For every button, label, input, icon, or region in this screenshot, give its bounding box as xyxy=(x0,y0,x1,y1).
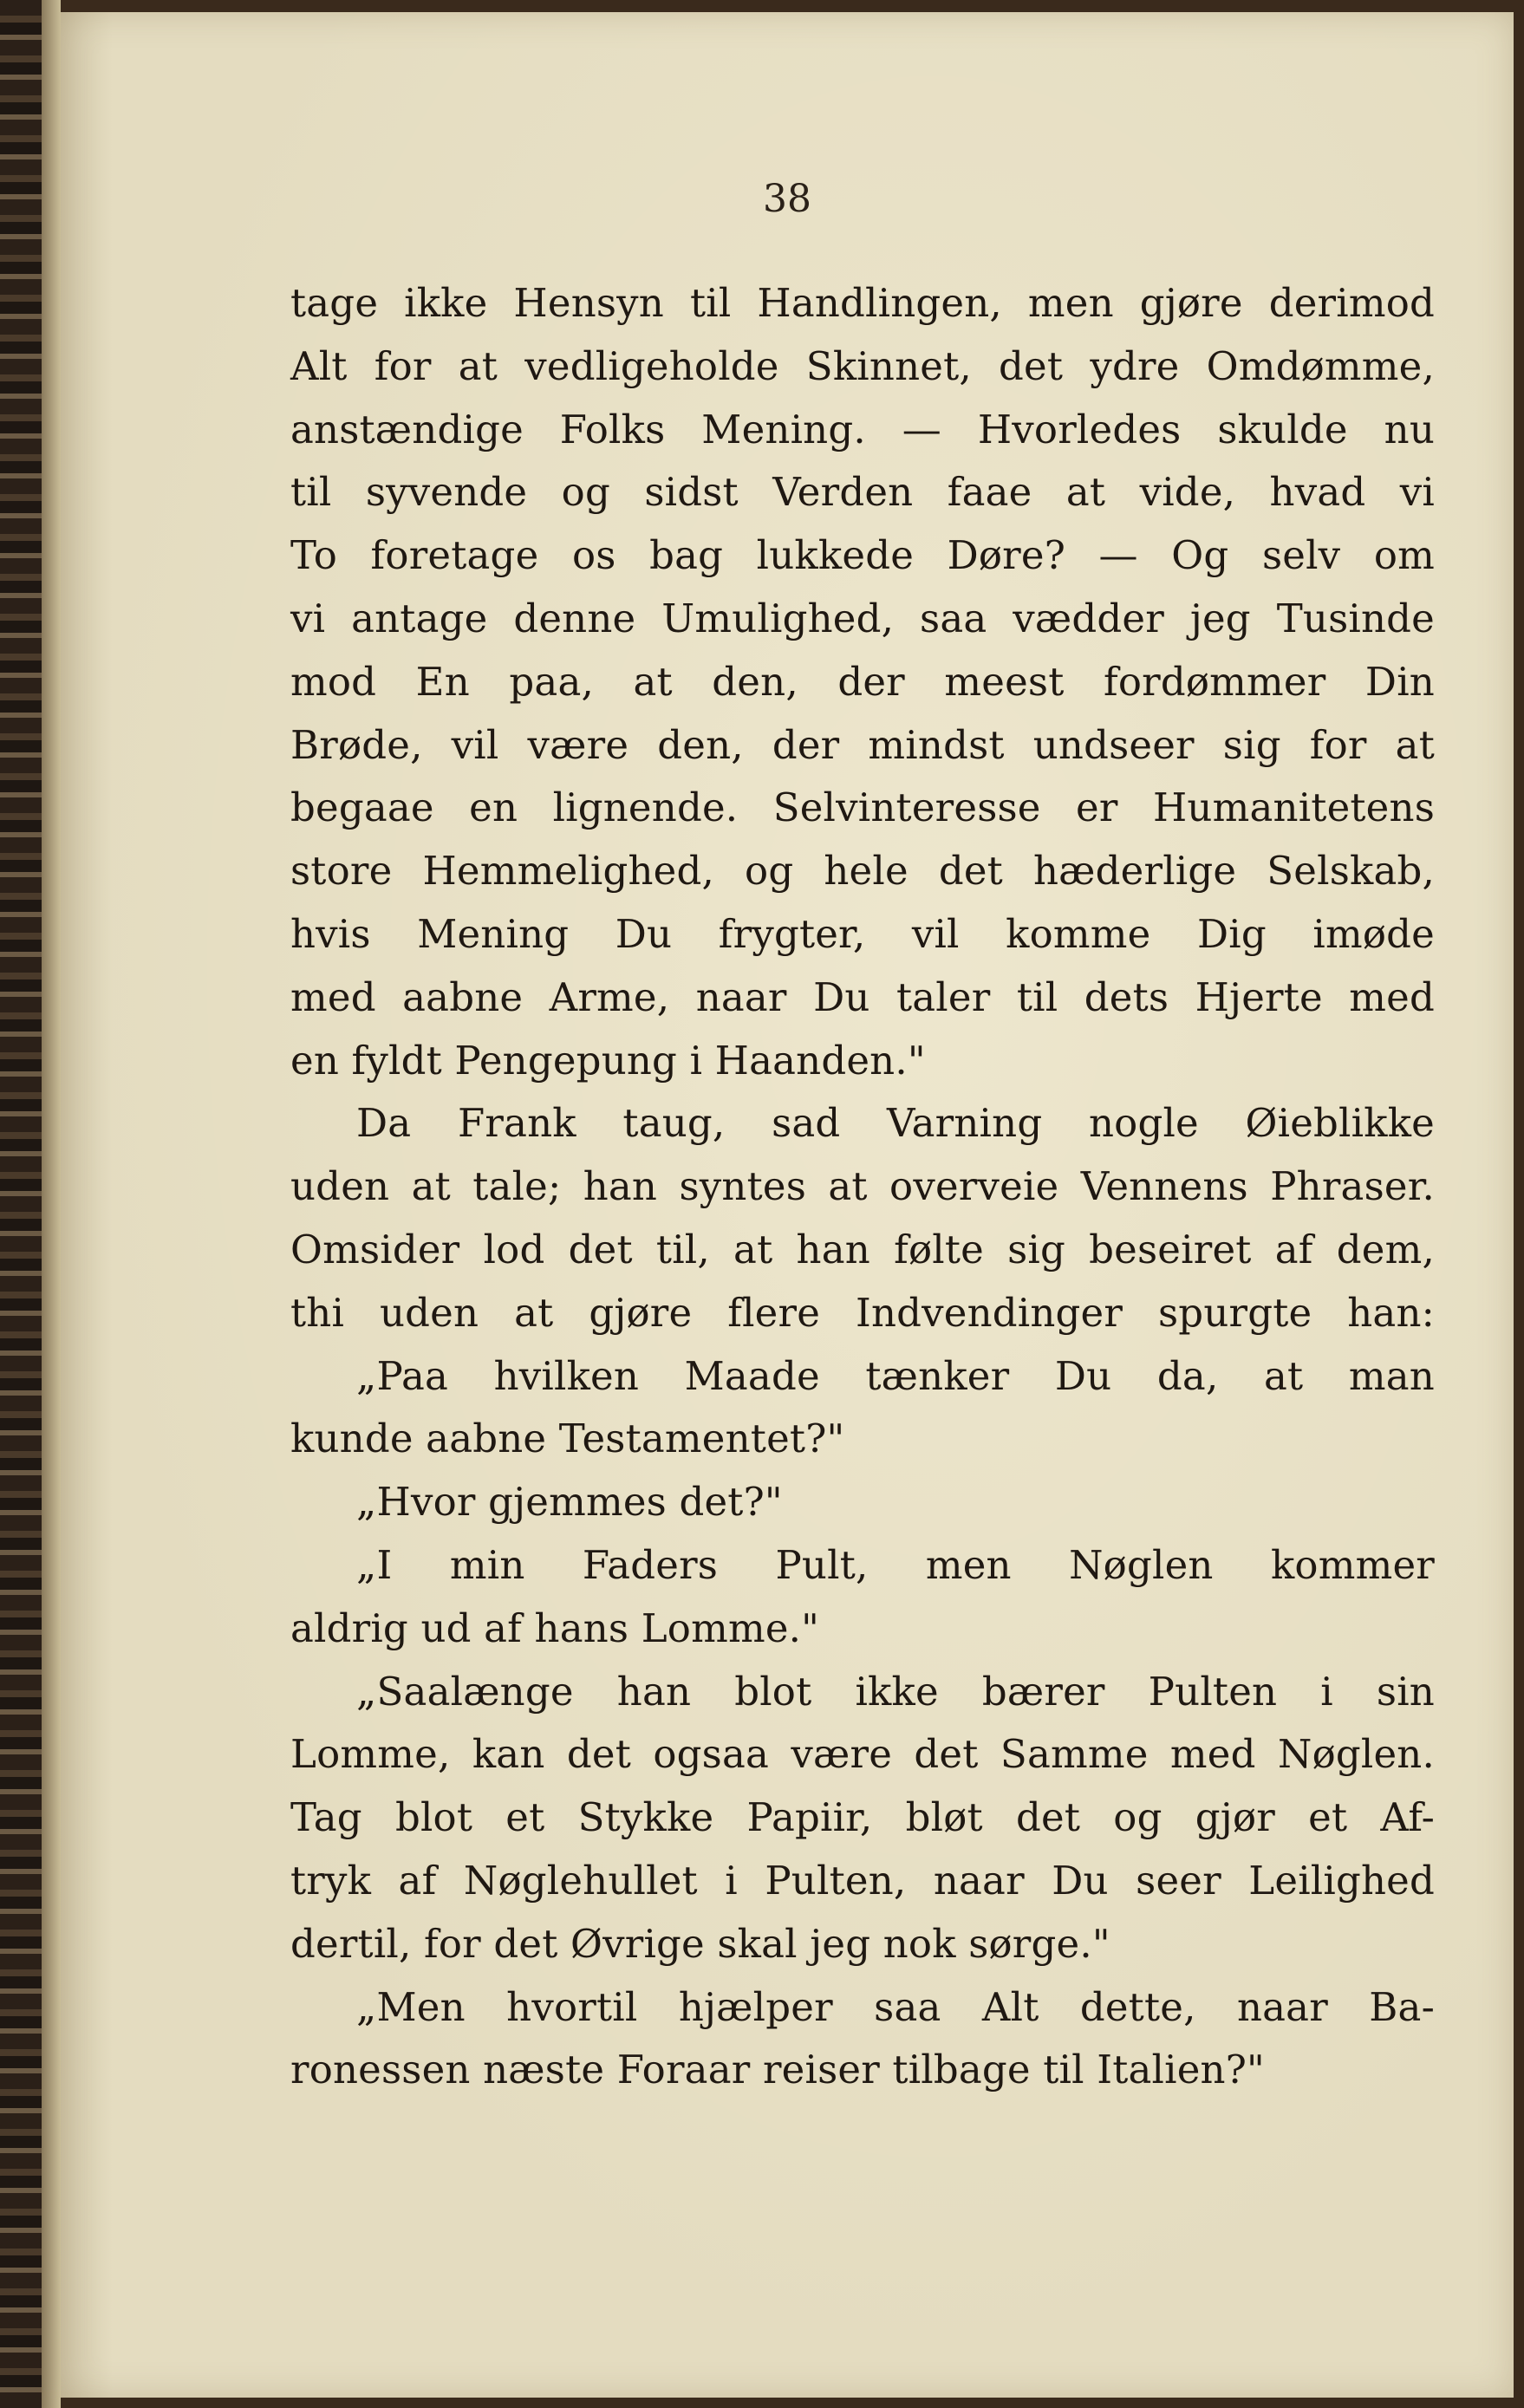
text-line: aldrig ud af hans Lomme." xyxy=(290,1604,820,1651)
body-text xyxy=(290,272,1435,2102)
text-line: uden at tale; han syntes at overveie Vennens Phraser. xyxy=(290,1163,1435,1210)
text-line: Lomme, kan det ogsaa være det Samme med Nøglen. xyxy=(290,1731,1435,1778)
text-line: „Hvor gjemmes det?" xyxy=(356,1479,783,1526)
text-line: dertil, for det Øvrige skal jeg nok sørge." xyxy=(290,1920,1110,1967)
text-line: Alt for at vedligeholde Skinnet, det ydre Omdømme, xyxy=(290,342,1435,389)
book-binding xyxy=(0,0,61,2408)
text-line: To foretage os bag lukkede Døre? — Og selv om xyxy=(290,532,1435,579)
text-line: „Saalænge han blot ikke bærer Pulten i sin xyxy=(356,1668,1435,1715)
text-line: „Men hvortil hjælper saa Alt dette, naar Ba- xyxy=(356,1983,1435,2030)
text-line: mod En paa, at den, der meest fordømmer Din xyxy=(290,658,1435,705)
text-line: vi antage denne Umulighed, saa vædder jeg Tusinde xyxy=(290,595,1435,641)
text-line: til syvende og sidst Verden faae at vide, hvad vi xyxy=(290,469,1435,516)
text-line: anstændige Folks Mening. — Hvorledes skulde nu xyxy=(290,406,1435,452)
page-number: 38 xyxy=(763,177,811,221)
text-line: kunde aabne Testamentet?" xyxy=(290,1416,845,1462)
text-line: Brøde, vil være den, der mindst undseer sig for at xyxy=(290,721,1435,768)
text-line: begaae en lignende. Selvinteresse er Humanitetens xyxy=(290,784,1435,831)
text-line: Da Frank taug, sad Varning nogle Øieblikke xyxy=(356,1100,1435,1147)
text-line: tryk af Nøglehullet i Pulten, naar Du seer Leilighed xyxy=(290,1857,1435,1904)
book-page xyxy=(61,12,1514,2398)
text-line: tage ikke Hensyn til Handlingen, men gjøre derimod xyxy=(290,280,1435,326)
text-line: Tag blot et Stykke Papiir, bløt det og gjør et Af- xyxy=(290,1794,1435,1841)
text-line: ronessen næste Foraar reiser tilbage til Italien?" xyxy=(290,2047,1265,2093)
text-line: en fyldt Pengepung i Haanden." xyxy=(290,1037,926,1084)
text-line: „Paa hvilken Maade tænker Du da, at man xyxy=(356,1352,1435,1399)
text-line: Omsider lod det til, at han følte sig beseiret af dem, xyxy=(290,1226,1435,1272)
text-line: „I min Faders Pult, men Nøglen kommer xyxy=(356,1541,1435,1588)
text-line: hvis Mening Du frygter, vil komme Dig imøde xyxy=(290,910,1435,957)
text-line: store Hemmelighed, og hele det hæderlige Selskab, xyxy=(290,848,1435,895)
text-line: thi uden at gjøre flere Indvendinger spurgte han: xyxy=(290,1289,1435,1336)
text-line: med aabne Arme, naar Du taler til dets Hjerte med xyxy=(290,973,1435,1020)
